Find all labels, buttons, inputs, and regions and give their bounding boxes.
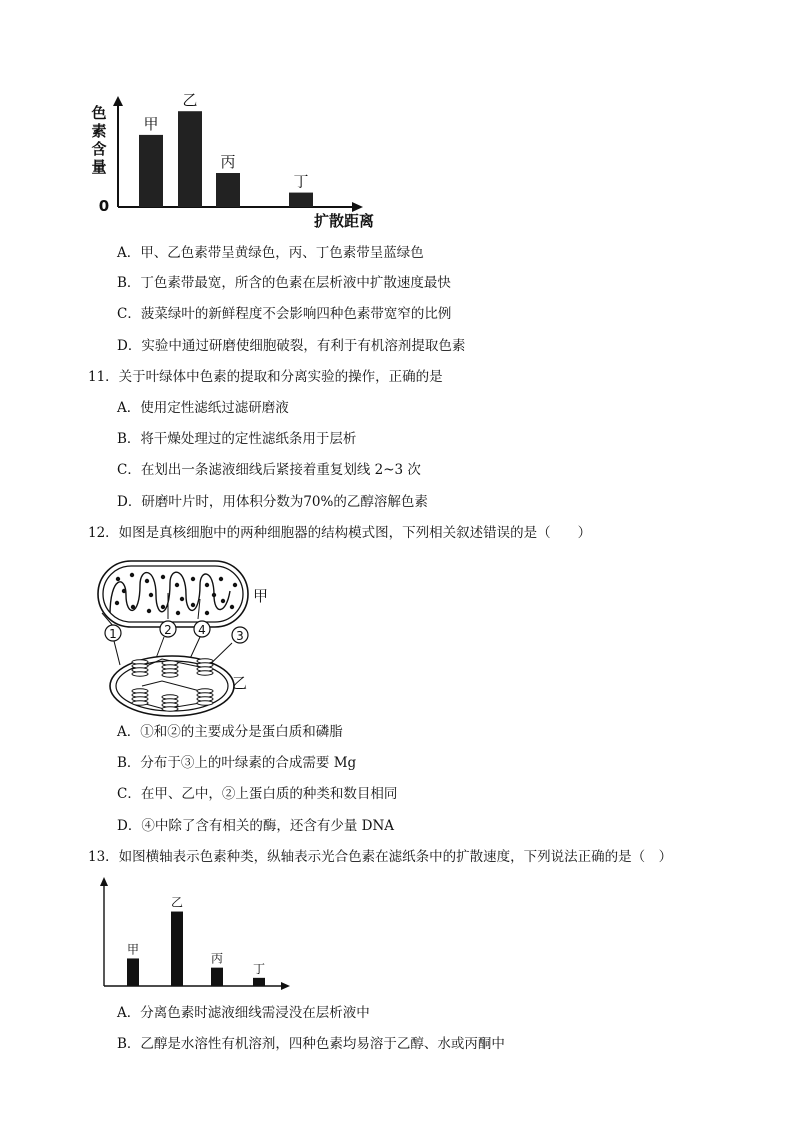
q10-option-a: A．甲、乙色素带呈黄绿色，丙、丁色素带呈蓝绿色	[117, 245, 424, 261]
x-axis-arrow	[281, 982, 290, 990]
bar-label-1: 甲	[143, 114, 159, 133]
matrix-particle	[191, 603, 195, 607]
bar-label-4: 丁	[293, 172, 309, 191]
bar-4	[253, 978, 265, 986]
matrix-particle	[205, 611, 209, 615]
matrix-particle	[115, 601, 119, 605]
q11-option-d: D．研磨叶片时，用体积分数为70%的乙醇溶解色素	[117, 494, 428, 510]
matrix-particle	[212, 593, 216, 597]
bar-label-3: 丙	[220, 153, 236, 172]
bar-label-2: 乙	[182, 91, 198, 110]
q13-stem: 13．如图横轴表示色素种类，纵轴表示光合色素在滤纸条中的扩散速度，下列说法正确的是（ ）	[88, 849, 673, 865]
y-axis-label-char: 量	[91, 158, 107, 176]
bar-label-4: 丁	[252, 961, 266, 976]
matrix-particle	[149, 593, 153, 597]
matrix-particle	[161, 575, 165, 579]
mitochondrion	[98, 561, 248, 627]
q10-option-c: C．菠菜绿叶的新鲜程度不会影响四种色素带宽窄的比例	[117, 306, 452, 322]
bar-4	[289, 193, 313, 207]
marker-1	[105, 625, 121, 641]
q12-option-a: A．①和②的主要成分是蛋白质和磷脂	[117, 724, 343, 740]
organelle-diagram	[0, 555, 794, 715]
diffusion-speed-chart	[0, 870, 794, 1010]
bar-label-3: 丙	[210, 951, 224, 966]
matrix-particle	[122, 589, 126, 593]
q11-stem: 11．关于叶绿体中色素的提取和分离实验的操作，正确的是	[88, 369, 443, 385]
thylakoid	[162, 673, 178, 677]
bar-1	[139, 135, 163, 207]
thylakoid	[162, 707, 178, 711]
thylakoid	[132, 701, 148, 705]
matrix-particle	[175, 583, 179, 587]
bar-label-2: 乙	[170, 895, 184, 910]
marker-2	[160, 621, 176, 637]
matrix-particle	[230, 605, 234, 609]
q12-stem: 12．如图是真核细胞中的两种细胞器的结构模式图，下列相关叙述错误的是（ ）	[88, 525, 592, 541]
marker-4	[194, 621, 210, 637]
bar-2	[178, 111, 202, 207]
bar-3	[211, 968, 223, 986]
matrix-particle	[116, 577, 120, 581]
matrix-particle	[147, 609, 151, 613]
q12-option-c: C．在甲、乙中，②上蛋白质的种类和数目相同	[117, 786, 398, 802]
matrix-particle	[130, 573, 134, 577]
y-axis-label	[90, 104, 106, 176]
label-jia: 甲	[253, 587, 269, 605]
matrix-particle	[205, 583, 209, 587]
matrix-particle	[131, 605, 135, 609]
q10-option-d: D．实验中通过研磨使细胞破裂，有利于有机溶剂提取色素	[117, 338, 466, 354]
q11-option-c: C．在划出一条滤液细线后紧接着重复划线 2~3 次	[117, 462, 421, 478]
bar-2	[171, 912, 183, 986]
matrix-particle	[233, 583, 237, 587]
q13-option-b: B．乙醇是水溶性有机溶剂，四种色素均易溶于乙醇、水或丙酮中	[117, 1036, 505, 1052]
q11-option-b: B．将干燥处理过的定性滤纸条用于层析	[117, 431, 357, 447]
matrix-particle	[219, 577, 223, 581]
chloroplast	[110, 656, 234, 716]
thylakoid	[132, 672, 148, 676]
pigment-content-chart	[0, 0, 794, 240]
bar-1	[127, 958, 139, 986]
matrix-particle	[180, 597, 184, 601]
svg-text:3: 3	[236, 629, 244, 643]
matrix-particle	[221, 599, 225, 603]
bar-label-1: 甲	[126, 942, 140, 957]
q12-option-b: B．分布于③上的叶绿素的合成需要 Mg	[117, 755, 357, 771]
q12-option-d: D．④中除了含有相关的酶，还含有少量 DNA	[117, 818, 394, 834]
y-axis-label-char: 色	[91, 104, 107, 122]
svg-text:1: 1	[109, 627, 117, 641]
q11-option-a: A．使用定性滤纸过滤研磨液	[117, 400, 289, 416]
matrix-particle	[176, 611, 180, 615]
label-yi: 乙	[232, 674, 248, 692]
y-axis-arrow	[100, 877, 108, 886]
marker-3	[232, 627, 248, 643]
thylakoid	[197, 701, 213, 705]
q13-option-a: A．分离色素时滤液细线需浸没在层析液中	[117, 1005, 370, 1021]
pointer-1b	[114, 641, 120, 665]
matrix-particle	[191, 577, 195, 581]
svg-text:2: 2	[164, 623, 172, 637]
svg-text:4: 4	[198, 623, 206, 637]
y-axis-label-char: 素	[91, 122, 107, 140]
q10-option-b: B．丁色素带最宽，所含的色素在层析液中扩散速度最快	[117, 275, 451, 291]
x-axis-arrow	[352, 202, 363, 212]
y-axis-label-char: 含	[91, 140, 107, 158]
origin-label: 0	[98, 197, 110, 215]
y-axis-arrow	[113, 96, 123, 106]
matrix-particle	[161, 605, 165, 609]
thylakoid	[197, 671, 213, 675]
bar-3	[216, 173, 240, 207]
matrix-particle	[145, 579, 149, 583]
x-axis-label: 扩散距离	[313, 212, 375, 230]
